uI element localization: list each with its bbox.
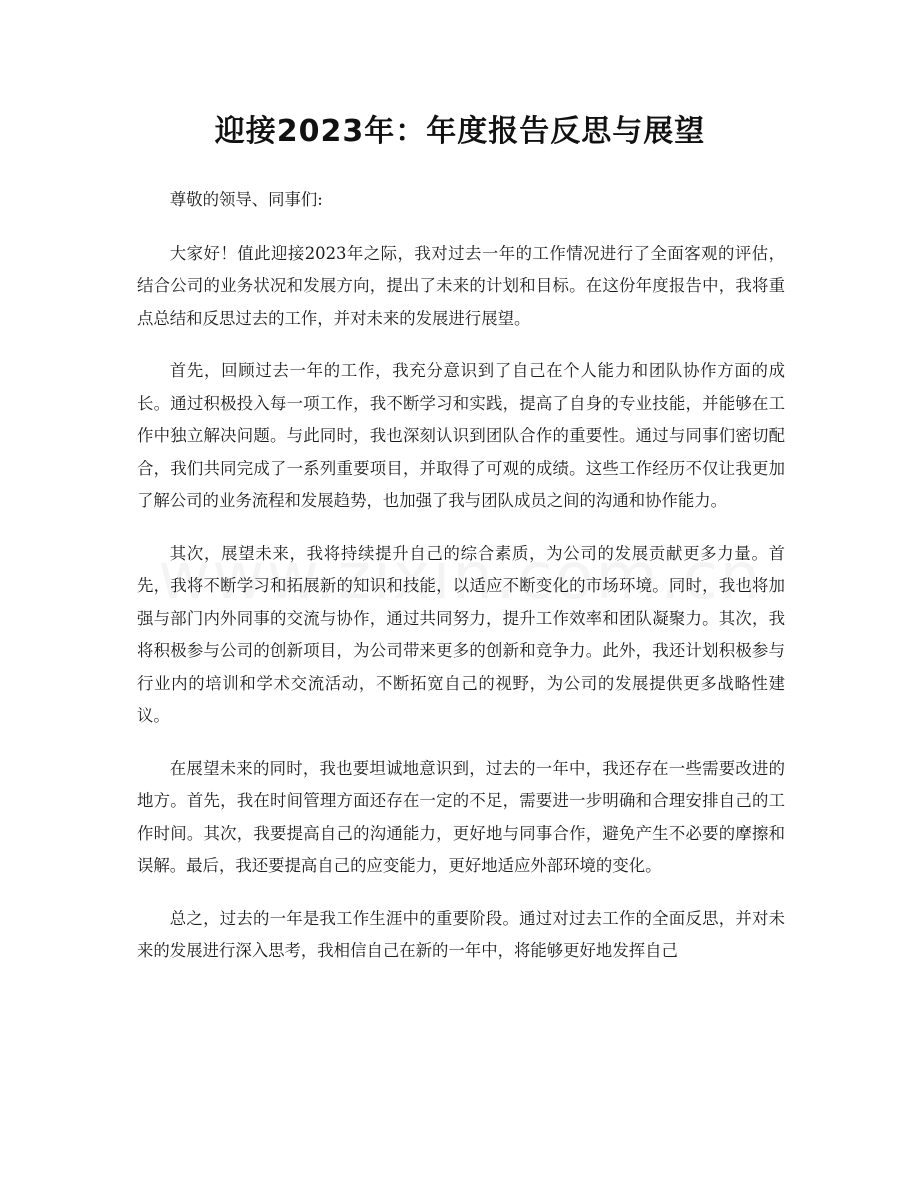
paragraph-conclusion: 总之，过去的一年是我工作生涯中的重要阶段。通过对过去工作的全面反思，并对未来的发展进行深入思考，我相信自己在新的一年中，将能够更好地发挥自己 <box>137 908 785 960</box>
paragraph-review: 首先，回顾过去一年的工作，我充分意识到了自己在个人能力和团队协作方面的成长。通过积极投入每一项工作，我不断学习和实践，提高了自身的专业技能，并能够在工作中独立解决问题。与此同时，我也深刻认识到团队合作的重要性。通过与同事们密切配合，我们共同完成了一系列重要项目，并取得了可观的成绩。这些工作经历不仅让我更加了解公司的业务流程和发展趋势，也加强了我与团队成员之间的沟通和协作能力。 <box>137 361 785 510</box>
document-title: 迎接2023年：年度报告反思与展望 <box>214 114 706 149</box>
paragraph-outlook: 其次，展望未来，我将持续提升自己的综合素质，为公司的发展贡献更多力量。首先，我将不断学习和拓展新的知识和技能，以适应不断变化的市场环境。同时，我也将加强与部门内外同事的交流与协作，通过共同努力，提升工作效率和团队凝聚力。其次，我将积极参与公司的创新项目，为公司带来更多的创新和竞争力。此外，我还计划积极参与行业内的培训和学术交流活动，不断拓宽自己的视野，为公司的发展提供更多战略性建议。 <box>137 543 785 725</box>
document-body <box>137 184 785 988</box>
paragraph-intro: 大家好！值此迎接2023年之际，我对过去一年的工作情况进行了全面客观的评估，结合公司的业务状况和发展方向，提出了未来的计划和目标。在这份年度报告中，我将重点总结和反思过去的工作，并对未来的发展进行展望。 <box>137 243 785 328</box>
salutation: 尊敬的领导、同事们: <box>169 190 323 209</box>
paragraph-improvements: 在展望未来的同时，我也要坦诚地意识到，过去的一年中，我还存在一些需要改进的地方。首先，我在时间管理方面还存在一定的不足，需要进一步明确和合理安排自己的工作时间。其次，我要提高自己的沟通能力，更好地与同事合作，避免产生不必要的摩擦和误解。最后，我还要提高自己的应变能力，更好地适应外部环境的变化。 <box>137 758 785 875</box>
